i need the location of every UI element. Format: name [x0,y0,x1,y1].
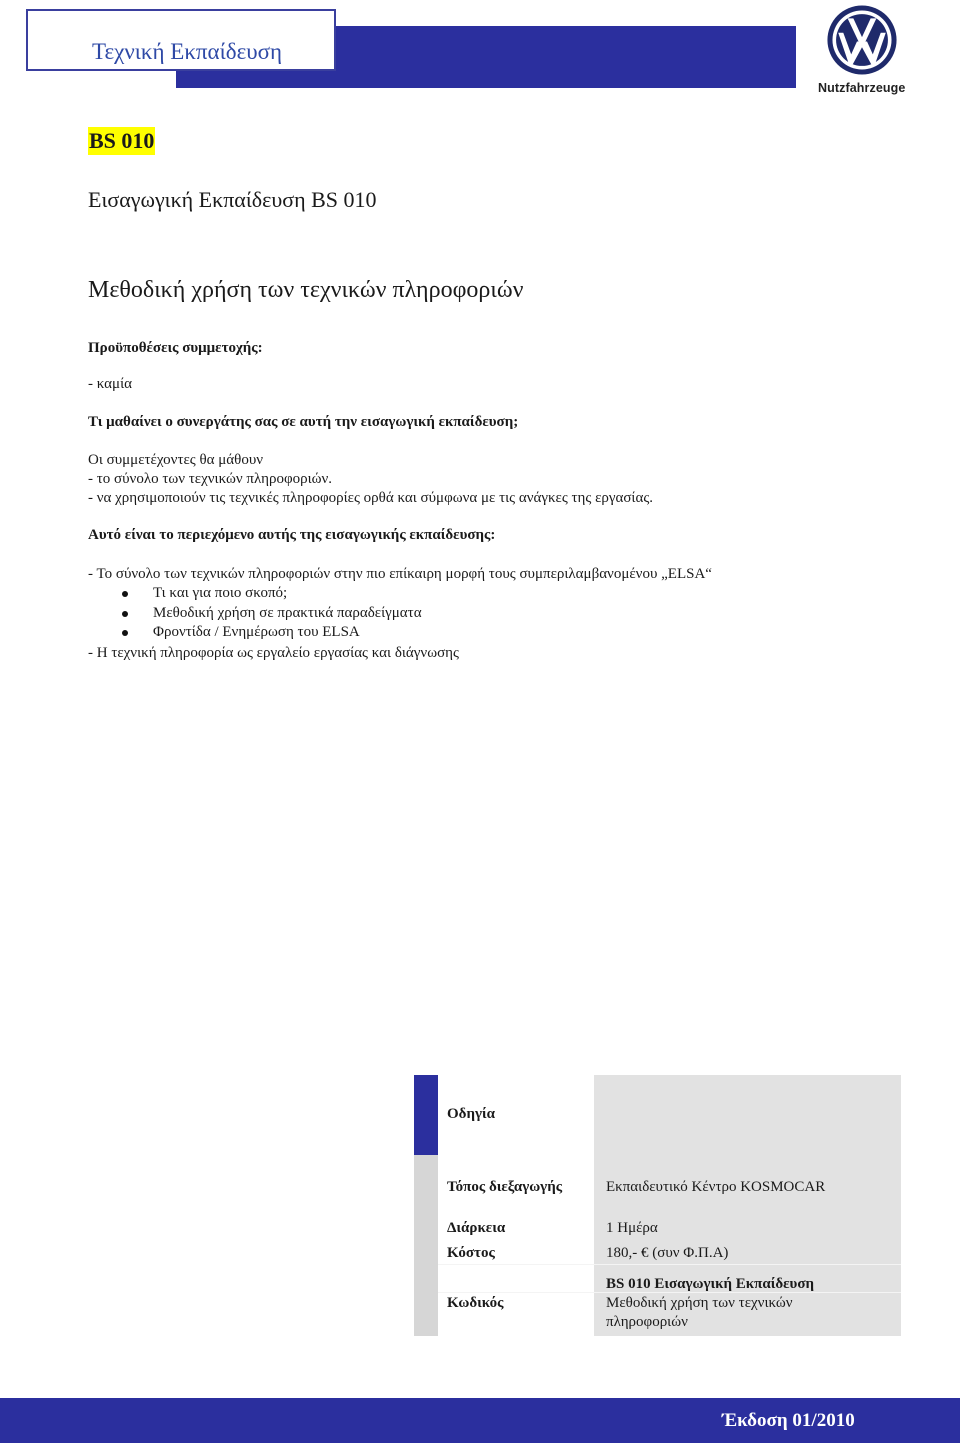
learn-line: Οι συμμετέχοντες θα μάθουν [88,452,264,468]
course-subtitle: Εισαγωγική Εκπαίδευση BS 010 [88,187,377,212]
info-heading: Οδηγία [447,1106,496,1122]
content-outro: - Η τεχνική πληροφορία ως εργαλείο εργασίας και διάγνωσης [88,645,459,661]
header-title: Τεχνική Εκπαίδευση [92,39,283,64]
course-code-highlight: BS 010 [89,128,155,153]
content-intro: - Το σύνολο των τεχνικών πληροφοριών στην πιο επίκαιρη μορφή τους συμπεριλαμβανομένου „ELSA“ [88,566,712,582]
code-label: Κωδικός [447,1295,504,1311]
learn-line: - το σύνολο των τεχνικών πληροφοριών. [88,471,333,487]
code-value-line: πληροφοριών [606,1314,688,1330]
bullet-dot [122,611,128,617]
course-title: Μεθοδική χρήση των τεχνικών πληροφοριών [88,277,524,303]
bullet-dot [122,591,128,597]
duration-label: Διάρκεια [447,1220,506,1236]
code-value-title: BS 010 Εισαγωγική Εκπαίδευση [606,1276,815,1292]
cost-label: Κόστος [447,1245,495,1261]
brand-subtitle: Nutzfahrzeuge [818,81,906,95]
cost-value: 180,- € (συν Φ.Π.Α) [606,1245,729,1261]
code-value-line: Μεθοδική χρήση των τεχνικών [606,1295,793,1311]
prereq-heading: Προϋποθέσεις συμμετοχής: [88,340,263,356]
prereq-item: - καμία [88,376,132,392]
location-label: Τόπος διεξαγωγής [447,1179,563,1195]
learn-heading: Τι μαθαίνει ο συνεργάτης σας σε αυτή την εισαγωγική εκπαίδευση; [88,414,519,430]
learn-line: - να χρησιμοποιούν τις τεχνικές πληροφορίες ορθά και σύμφωνα με τις ανάγκες της εργασίας. [88,490,654,506]
location-value: Εκπαιδευτικό Κέντρο KOSMOCAR [606,1179,826,1195]
content-bullet: Μεθοδική χρήση σε πρακτικά παραδείγματα [153,605,422,621]
vw-logo-icon [826,4,898,76]
bullet-dot [122,630,128,636]
info-accent-bar [414,1075,438,1155]
content-bullet: Φροντίδα / Ενημέρωση του ELSA [153,624,360,640]
divider [438,1264,901,1265]
edition-label: Έκδοση 01/2010 [722,1410,855,1431]
content-bullet: Τι και για ποιο σκοπό; [153,585,288,601]
content-heading: Αυτό είναι το περιεχόμενο αυτής της εισαγωγικής εκπαίδευσης: [88,527,496,543]
info-side-bar [414,1155,438,1336]
duration-value: 1 Ημέρα [606,1220,658,1236]
